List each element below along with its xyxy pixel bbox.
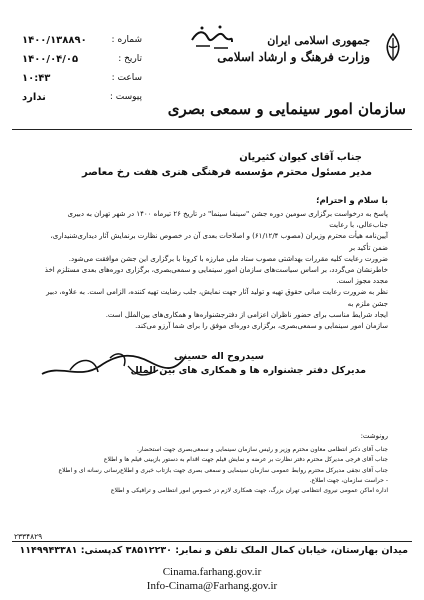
government-name: جمهوری اسلامی ایران bbox=[267, 34, 370, 47]
addressee-name: جناب آقای کیوان کثیریان bbox=[239, 152, 362, 163]
body-line: آیین‌نامه هیأت محترم وزیران (مصوب ۶۱/۱۲/۴) و اصلاحات بعدی آن در خصوص نظارت برنمایش آثار دیداری‌شنیداری، ضمن تأکید بر bbox=[50, 232, 388, 252]
header-divider bbox=[12, 129, 412, 130]
letter-date: ۱۴۰۰/۰۴/۰۵ bbox=[22, 54, 79, 65]
footer-address: میدان بهارستان، خیابان کمال الملک تلفن و نمابر: ۳۸۵۱۲۲۳۰ کدپستی: ۱۱۴۹۹۴۳۳۸۱ bbox=[19, 545, 408, 556]
body-line: ایجاد شرایط مناسب برای حضور ناظران اعزامی از دفترجشنواره‌ها و همکاری‌های بین‌الملل است. bbox=[105, 310, 388, 319]
letter-body bbox=[34, 209, 388, 332]
footer-website[interactable]: Cinama.farhang.gov.ir bbox=[162, 566, 262, 578]
body-line: نظر به ضرورت رعایت مبانی حقوق تهیه و تولید آثار جهت نمایش، جلب رضایت تهیه کننده، الزامی است. به علاوه، دبیر جشن ملزم به bbox=[46, 288, 388, 308]
footer-email[interactable]: Info-Cinama@Farhang.gov.ir bbox=[146, 580, 278, 592]
cc-item: - حراست سازمان، جهت اطلاع. bbox=[309, 476, 388, 484]
footer-divider bbox=[12, 541, 412, 542]
ministry-name: وزارت فرهنگ و ارشاد اسلامی bbox=[217, 50, 370, 64]
body-line: سازمان امور سینمایی و سمعی‌بصری، برگزاری دوره‌ای موفق را برای شما آرزو می‌کند. bbox=[135, 322, 388, 331]
letter-attachment: ندارد bbox=[22, 92, 46, 103]
cc-item: جناب آقای فرجی مدیرکل محترم دفتر نظارت بر عرضه و نمایش فیلم جهت اقدام به دستور بازبینی فیلم ها و اطلاع bbox=[103, 456, 388, 464]
letter-time: ۱۰:۴۳ bbox=[22, 73, 51, 84]
letter-number-label: شماره : bbox=[111, 35, 142, 45]
letter-number: ۱۴۰۰/۱۳۸۸۹۰ bbox=[22, 35, 87, 46]
government-header bbox=[167, 32, 410, 122]
cc-item: اداره اماکن عمومی نیروی انتظامی تهران بزرگ، جهت همکاری لازم در خصوص امور انتظامی و ترافیکی و اطلاع bbox=[110, 487, 388, 495]
cc-item: جناب آقای دکتر انتظامی معاون محترم وزیر و رئیس سازمان سینمایی و سمعی‌بصری جهت استحضار. bbox=[137, 446, 388, 453]
cc-list bbox=[32, 445, 388, 496]
signatory-title: مدیرکل دفتر جشنواره ها و همکاری های بین الملل bbox=[130, 365, 366, 376]
letter-date-label: تاریخ : bbox=[118, 54, 142, 64]
body-line: پاسخ به درخواست برگزاری سومین دوره جشن "سینما سینما" در تاریخ ۲۶ تیرماه ۱۴۰۰ در شهر تهران به دبیری جناب‌عالی، با رعایت bbox=[67, 210, 388, 230]
letter-attachment-label: پیوست : bbox=[109, 92, 142, 102]
iran-emblem-icon bbox=[382, 32, 404, 62]
body-line: ضرورت رعایت کلیه مقررات بهداشتی مصوب ستاد ملی مبارزه با کرونا با برگزاری این جشن موافقت می‌شود. bbox=[68, 254, 388, 263]
reference-number: ۲۳۳۴۸۲۹ bbox=[14, 532, 43, 541]
letter-meta bbox=[22, 35, 142, 111]
handwritten-signature bbox=[40, 336, 190, 388]
body-line: خاطرنشان می‌گردد، بر اساس سیاست‌های سازمان امور سینمایی و سمعی‌بصری، برگزاری دوره‌های بعدی مستلزم اخذ مجدد مجوز است. bbox=[44, 266, 388, 286]
letter-time-label: ساعت : bbox=[111, 73, 142, 83]
organization-name: سازمان امور سینمایی و سمعی بصری bbox=[167, 100, 406, 118]
addressee-title: مدیر مسئول محترم مؤسسه فرهنگی هنری هفت رخ معاصر bbox=[81, 167, 372, 178]
cc-title: رونوشت: bbox=[360, 432, 388, 440]
greeting: با سلام و احترام؛ bbox=[316, 196, 388, 206]
signatory-name: سیدروح اله حسینی bbox=[173, 351, 264, 362]
cc-item: جناب آقای نجفی مدیرکل محترم روابط عمومی سازمان سینمایی و سمعی بصری جهت بازتاب خبری و اطلاع‌رسانی رسانه ای و اطلاع bbox=[58, 466, 388, 474]
